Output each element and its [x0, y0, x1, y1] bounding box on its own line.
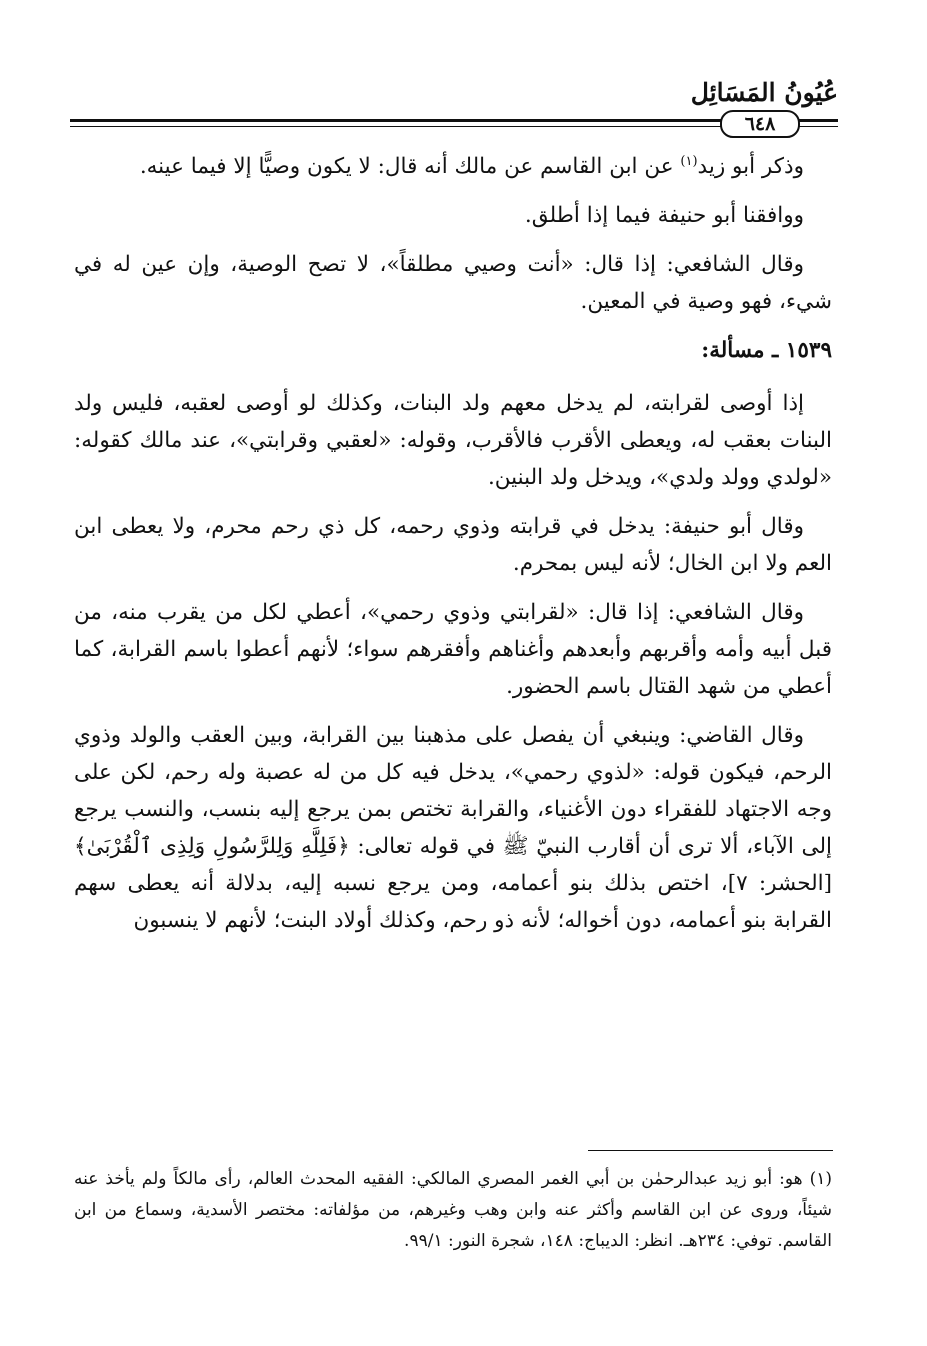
paragraph	[74, 148, 832, 185]
paragraph: وقال الشافعي: إذا قال: «أنت وصيي مطلقاً»، لا تصح الوصية، وإن عين له في شيء، فهو وصية في المعين.	[74, 252, 832, 314]
paragraph: وقال القاضي: وينبغي أن يفصل على مذهبنا بين القرابة، وبين العقب والولد وذوي الرحم، فيكون قوله: «لذوي رحمي»، يدخل فيه كل من له عصبة وله رحم، لكن على وجه الاجتهاد للفقراء دون الأغنياء، والقرابة تختص بمن يرجع إليه بنسب، والنسب يرجع إلى الآباء، ألا ترى أن أقارب النبيّ ﷺ في قوله تعالى: ﴿فَلِلَّهِ وَلِلرَّسُولِ وَلِذِى ٱلْقُرْبَىٰ﴾ [الحشر: ٧]، اختص بذلك بنو أعمامه، ومن يرجع نسبه إليه، بدلالة أنه يعطى سهم القرابة بنو أعمامه، دون أخواله؛ لأنه ذو رحم، وكذلك أولاد البنت؛ لأنهم لا ينسبون	[74, 723, 832, 933]
paragraph-start: وذكر أبو زيد	[697, 154, 804, 179]
paragraph: وقال أبو حنيفة: يدخل في قرابته وذوي رحمه، كل ذي رحم محرم، ولا يعطى ابن العم ولا ابن الخال؛ لأنه ليس بمحرم.	[74, 514, 832, 576]
paragraph: ووافقنا أبو حنيفة فيما إذا أطلق.	[524, 203, 804, 228]
page-number: ٦٤٨	[720, 110, 800, 138]
running-title: عُيُونُ المَسَائِل	[690, 78, 838, 107]
paragraph-rest: عن ابن القاسم عن مالك أنه قال: لا يكون وصيًّا إلا فيما عينه.	[139, 154, 681, 179]
footnote-1: (١) هو: أبو زيد عبدالرحمٰن بن أبي الغمر المصري المالكي: الفقيه المحدث العالم، رأى مالكاً ولم يأخذ عنه شيئاً، وروى عن ابن القاسم وأكثر عنه وابن وهب وغيرهم، من مؤلفاته: مختصر الأسدية، وسماع من ابن القاسم. توفي: ٢٣٤هـ. انظر: الديباج: ١٤٨، شجرة النور: ٩٩/١.	[74, 1169, 832, 1251]
section-heading: ١٥٣٩ ـ مسألة:	[701, 338, 832, 363]
footnote-separator	[588, 1150, 833, 1151]
paragraph: إذا أوصى لقرابته، لم يدخل معهم ولد البنات، وكذلك لو أوصى لعقبه، فليس ولد البنات بعقب له، ويعطى الأقرب فالأقرب، وقوله: «لعقبي وقرابتي»، عند مالك كقوله: «لولدي وولد ولدي»، ويدخل ولد البنين.	[74, 391, 832, 490]
page-header	[70, 72, 838, 136]
paragraph: وقال الشافعي: إذا قال: «لقرابتي وذوي رحمي»، أعطي لكل من يقرب منه، من قبل أبيه وأمه وأقربهم وأبعدهم وأغناهم وأفقرهم سواء؛ لأنهم أعطوا باسم القرابة، كما أعطي من شهد القتال باسم الحضور.	[74, 600, 832, 699]
main-text	[74, 148, 832, 951]
footnote-marker: (١)	[680, 153, 698, 169]
footnotes	[74, 1164, 832, 1257]
